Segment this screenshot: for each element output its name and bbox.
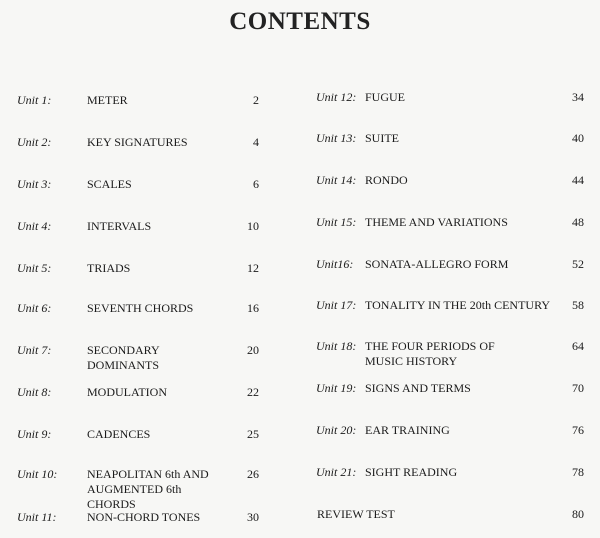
unit-label: Unit 5: [17, 261, 52, 275]
unit-title: KEY SIGNATURES [87, 135, 188, 149]
unit-label: Unit16: [316, 257, 354, 271]
unit-label: Unit 18: [316, 339, 357, 353]
page-number: 12 [247, 261, 259, 275]
unit-label: Unit 13: [316, 131, 357, 145]
unit-label: Unit 10: [17, 467, 58, 481]
page-number: 25 [247, 427, 259, 441]
page-number: 26 [247, 467, 259, 481]
page-number: 48 [572, 215, 584, 229]
unit-title: SECONDARY DOMINANTS [87, 343, 160, 372]
unit-label: Unit 1: [17, 93, 52, 107]
unit-title: MODULATION [87, 385, 167, 399]
unit-label: Unit 9: [17, 427, 52, 441]
page-number: 4 [253, 135, 259, 149]
unit-title: SEVENTH CHORDS [87, 301, 194, 315]
unit-label: Unit 20: [316, 423, 357, 437]
page-number: 34 [572, 90, 584, 104]
unit-title: NON-CHORD TONES [87, 510, 201, 524]
page-number: 16 [247, 301, 259, 315]
page-number: 58 [572, 298, 584, 312]
page-number: 10 [247, 219, 259, 233]
unit-label: Unit 12: [316, 90, 357, 104]
page-number: 44 [572, 173, 584, 187]
unit-title: EAR TRAINING [365, 423, 450, 437]
page-number: 80 [572, 507, 584, 521]
unit-label: Unit 11: [17, 510, 57, 524]
unit-title: SIGHT READING [365, 465, 458, 479]
unit-title-line2: MUSIC HISTORY [365, 354, 458, 368]
unit-label: Unit 2: [17, 135, 52, 149]
unit-title: SONATA-ALLEGRO FORM [365, 257, 509, 271]
page-number: 2 [253, 93, 259, 107]
unit-label: Unit 7: [17, 343, 52, 357]
unit-title: TONALITY IN THE 20th CENTURY [365, 298, 551, 312]
unit-label: Unit 15: [316, 215, 357, 229]
unit-label: Unit 14: [316, 173, 357, 187]
page-number: 22 [247, 385, 259, 399]
page-number: 70 [572, 381, 584, 395]
unit-label: Unit 4: [17, 219, 52, 233]
unit-title: INTERVALS [87, 219, 152, 233]
unit-label: Unit 6: [17, 301, 52, 315]
page-number: 64 [572, 339, 584, 353]
unit-label: Unit 3: [17, 177, 52, 191]
unit-title: SCALES [87, 177, 132, 191]
page-number: 30 [247, 510, 259, 524]
unit-label: Unit 19: [316, 381, 357, 395]
unit-label: Unit 17: [316, 298, 357, 312]
unit-title: SUITE [365, 131, 399, 145]
unit-title: CADENCES [87, 427, 151, 441]
page-number: 76 [572, 423, 584, 437]
unit-title: REVIEW TEST [317, 507, 395, 521]
unit-label: Unit 21: [316, 465, 357, 479]
page-number: 78 [572, 465, 584, 479]
unit-label: Unit 8: [17, 385, 52, 399]
unit-title: FUGUE [365, 90, 406, 104]
unit-title: RONDO [365, 173, 408, 187]
unit-title: NEAPOLITAN 6th AND [87, 467, 209, 481]
page-number: 20 [247, 343, 259, 357]
unit-title: THEME AND VARIATIONS [365, 215, 508, 229]
unit-title: TRIADS [87, 261, 131, 275]
page-title: CONTENTS [229, 8, 371, 35]
unit-title: METER [87, 93, 128, 107]
page-number: 6 [253, 177, 259, 191]
page-number: 52 [572, 257, 584, 271]
unit-title-line2: AUGMENTED 6th CHORDS [87, 482, 182, 511]
unit-title: THE FOUR PERIODS OF [365, 339, 495, 353]
unit-title: SIGNS AND TERMS [365, 381, 471, 395]
page-number: 40 [572, 131, 584, 145]
